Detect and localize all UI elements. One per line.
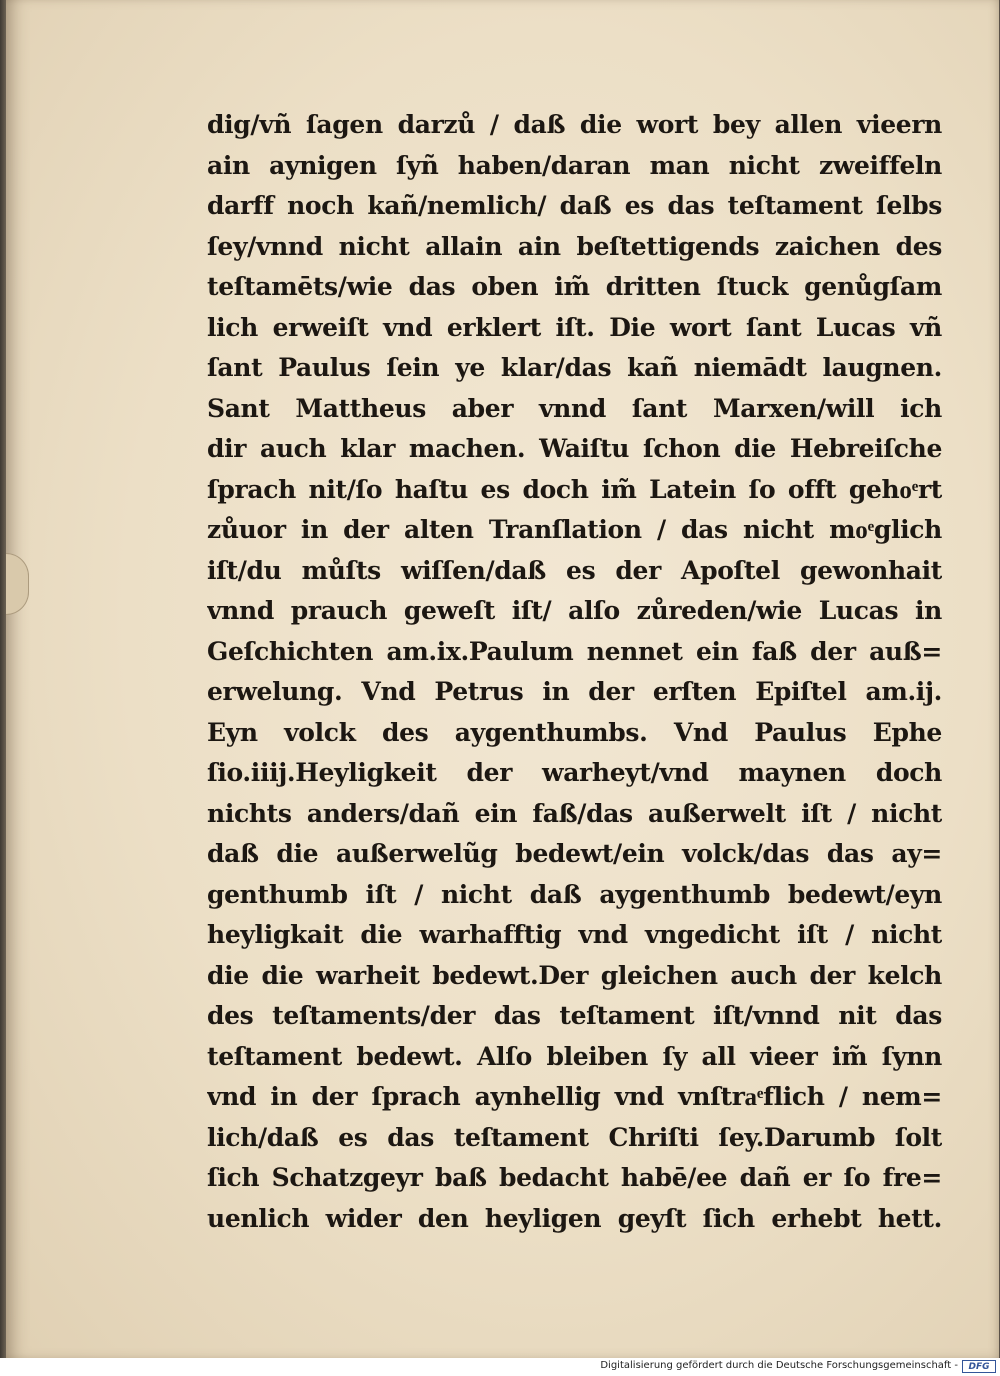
text-line: ſey/vnnd nicht allain ain beſtettigends zaichen des [207,231,942,261]
text-line: die die warheit bedewt.Der gleichen auch der kelch [207,960,942,990]
text-line: zůuor in der alten Tranſlation / das nicht moͤglich [207,515,942,544]
text-line: des teſtaments/der das teſtament iſt/vnnd nit das [207,1001,942,1030]
text-line: nichts anders/dañ ein faß/das außerwelt iſt / nicht [207,798,942,828]
text-line: ſich Schatzgeyr baß bedacht habē/ee dañ er ſo fre= [207,1163,942,1192]
text-line: uenlich wider den heyligen geyſt ſich erhebt hett. [207,1203,942,1233]
footer-bar [0,1358,1000,1376]
page-edge-tab [6,553,29,615]
text-line: Eyn volck des aygenthumbs. Vnd Paulus Ephe [207,717,942,747]
text-line: ſant Paulus ſein ye klar/das kañ niemādt laugnen. [207,353,942,382]
text-line: erwelung. Vnd Petrus in der erſten Epiſtel am.ij. [207,677,942,706]
text-line: heyligkait die warhafftig vnd vngedicht iſt / nicht [207,920,942,949]
text-line: dig/vñ ſagen darzů / daß die wort bey allen vieern [207,110,942,139]
text-line: iſt/du můſts wiſſen/daß es der Apoſtel gewonhait [207,555,942,585]
dfg-logo[interactable]: DFG [962,1360,996,1373]
text-line: vnd in der ſprach aynhellig vnd vnſtraͤflich / nem= [207,1082,942,1111]
funding-credit: Digitalisierung gefördert durch die Deutsche Forschungsgemeinschaft - [600,1360,958,1371]
text-line: vnnd prauch geweſt iſt/ alſo zůreden/wie Lucas in [207,596,942,625]
text-line: teſtamēts/wie das oben im̃ dritten ſtuck genůgſam [207,272,942,301]
text-line: darff noch kañ/nemlich/ daß es das teſtament ſelbs [207,191,942,220]
text-line: teſtament bedewt. Alſo bleiben ſy all vieer im̃ ſynn [207,1041,942,1071]
text-line: dir auch klar machen. Waiſtu ſchon die Hebreiſche [207,434,942,463]
text-line: Sant Mattheus aber vnnd ſant Marxen/will ich [207,393,942,423]
page-text-block [207,105,942,1239]
text-line: lich/daß es das teſtament Chriſti ſey.Darumb ſolt [207,1122,942,1152]
text-line: Geſchichten am.ix.Paulum nennet ein faß der auß= [207,636,942,666]
text-line: ſprach nit/ſo haſtu es doch im̃ Latein ſo offt gehoͤrt [207,474,942,504]
text-line: genthumb iſt / nicht daß aygenthumb bedewt/eyn [207,879,942,909]
text-line: lich erweiſt vnd erklert iſt. Die wort ſant Lucas vñ [207,312,942,342]
text-line: ſio.iiij.Heyligkeit der warheyt/vnd maynen doch [207,758,942,787]
text-line: daß die außerwelũg bedewt/ein volck/das das ay= [207,839,942,868]
text-line: ain aynigen ſyñ haben/daran man nicht zweiffeln [207,150,942,180]
